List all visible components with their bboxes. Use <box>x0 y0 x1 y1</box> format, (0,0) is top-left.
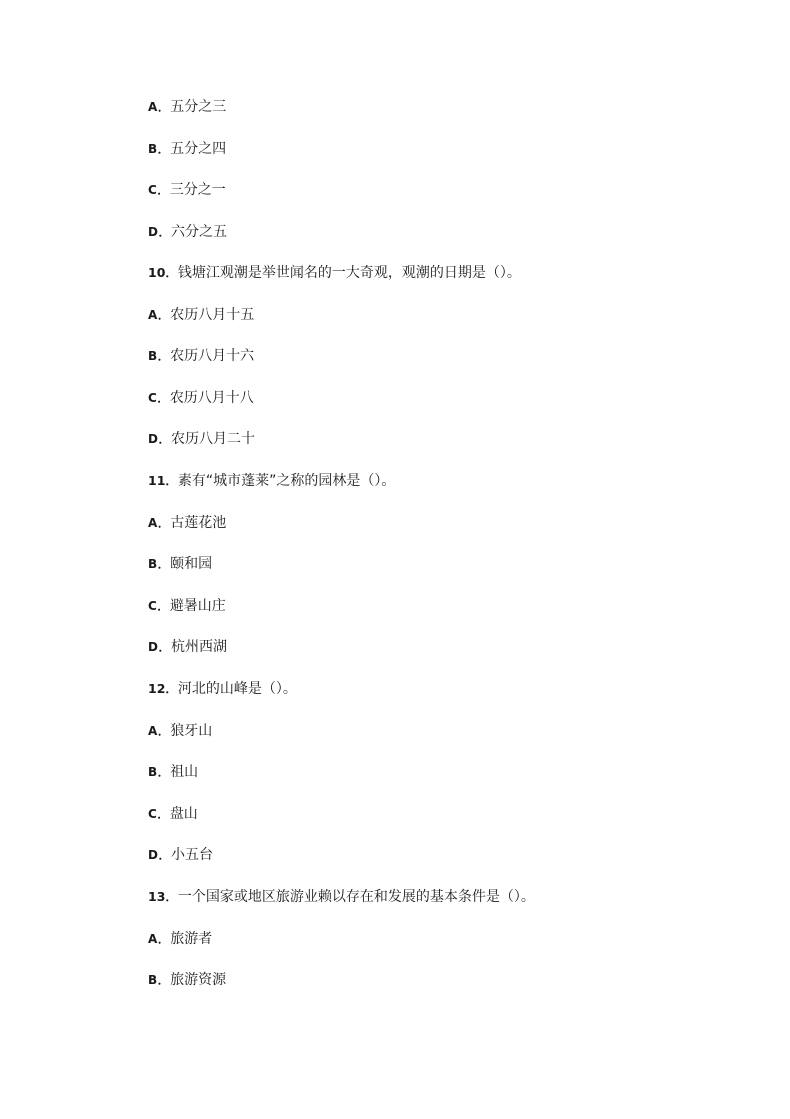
q11-option-c <box>148 597 226 615</box>
question-text: 河北的山峰是（）。 <box>177 681 297 697</box>
option-label: B． <box>148 973 171 987</box>
question-number: 11． <box>148 473 178 488</box>
option-label: C． <box>148 807 170 821</box>
option-label: B． <box>148 765 171 779</box>
option-text: 古莲花池 <box>170 515 227 531</box>
option-label: D． <box>148 432 171 446</box>
question-number: 10． <box>148 265 178 280</box>
q10-option-c <box>148 389 254 407</box>
option-label: C． <box>148 183 170 197</box>
option-text: 旅游资源 <box>170 972 227 988</box>
option-text: 盘山 <box>169 806 198 822</box>
question-number: 12． <box>148 681 178 696</box>
q9-option-b <box>148 140 226 158</box>
q11-option-d <box>148 638 227 656</box>
option-text: 狼牙山 <box>170 723 213 739</box>
option-label: B． <box>148 557 171 571</box>
q9-option-a <box>148 98 226 116</box>
option-text: 小五台 <box>170 847 213 863</box>
option-text: 农历八月十八 <box>169 390 254 406</box>
option-text: 祖山 <box>170 764 199 780</box>
q13-option-a <box>148 930 212 948</box>
option-text: 颐和园 <box>170 556 213 572</box>
option-text: 旅游者 <box>170 931 213 947</box>
q9-option-c <box>148 181 226 199</box>
option-label: D． <box>148 640 171 654</box>
option-text: 农历八月十五 <box>170 307 255 323</box>
question-text: 钱塘江观潮是举世闻名的一大奇观，观潮的日期是（）。 <box>177 265 521 281</box>
option-label: A． <box>148 932 171 946</box>
option-label: C． <box>148 599 170 613</box>
option-text: 避暑山庄 <box>169 598 226 614</box>
option-label: A． <box>148 100 171 114</box>
q11-option-a <box>148 514 226 532</box>
question-12 <box>148 680 297 698</box>
option-text: 六分之五 <box>170 224 227 240</box>
option-label: D． <box>148 848 171 862</box>
q12-option-c <box>148 805 198 823</box>
q10-option-b <box>148 347 254 365</box>
question-11 <box>148 472 395 490</box>
question-number: 13． <box>148 889 178 904</box>
option-label: A． <box>148 724 171 738</box>
option-label: D． <box>148 225 171 239</box>
q9-option-d <box>148 223 227 241</box>
option-text: 五分之三 <box>170 99 227 115</box>
question-13 <box>148 888 535 906</box>
question-text: 素有“城市蓬莱”之称的园林是（）。 <box>177 473 396 489</box>
q11-option-b <box>148 555 212 573</box>
option-text: 农历八月二十 <box>170 431 255 447</box>
q10-option-d <box>148 430 255 448</box>
option-text: 五分之四 <box>170 141 227 157</box>
option-text: 杭州西湖 <box>170 639 227 655</box>
q10-option-a <box>148 306 254 324</box>
option-label: B． <box>148 142 171 156</box>
option-label: A． <box>148 308 171 322</box>
q12-option-d <box>148 846 213 864</box>
option-text: 农历八月十六 <box>170 348 255 364</box>
option-label: C． <box>148 391 170 405</box>
option-text: 三分之一 <box>169 182 226 198</box>
option-label: B． <box>148 349 171 363</box>
q13-option-b <box>148 971 226 989</box>
question-text: 一个国家或地区旅游业赖以存在和发展的基本条件是（）。 <box>177 889 535 905</box>
option-label: A． <box>148 516 171 530</box>
question-10 <box>148 264 521 282</box>
q12-option-b <box>148 763 198 781</box>
q12-option-a <box>148 722 212 740</box>
